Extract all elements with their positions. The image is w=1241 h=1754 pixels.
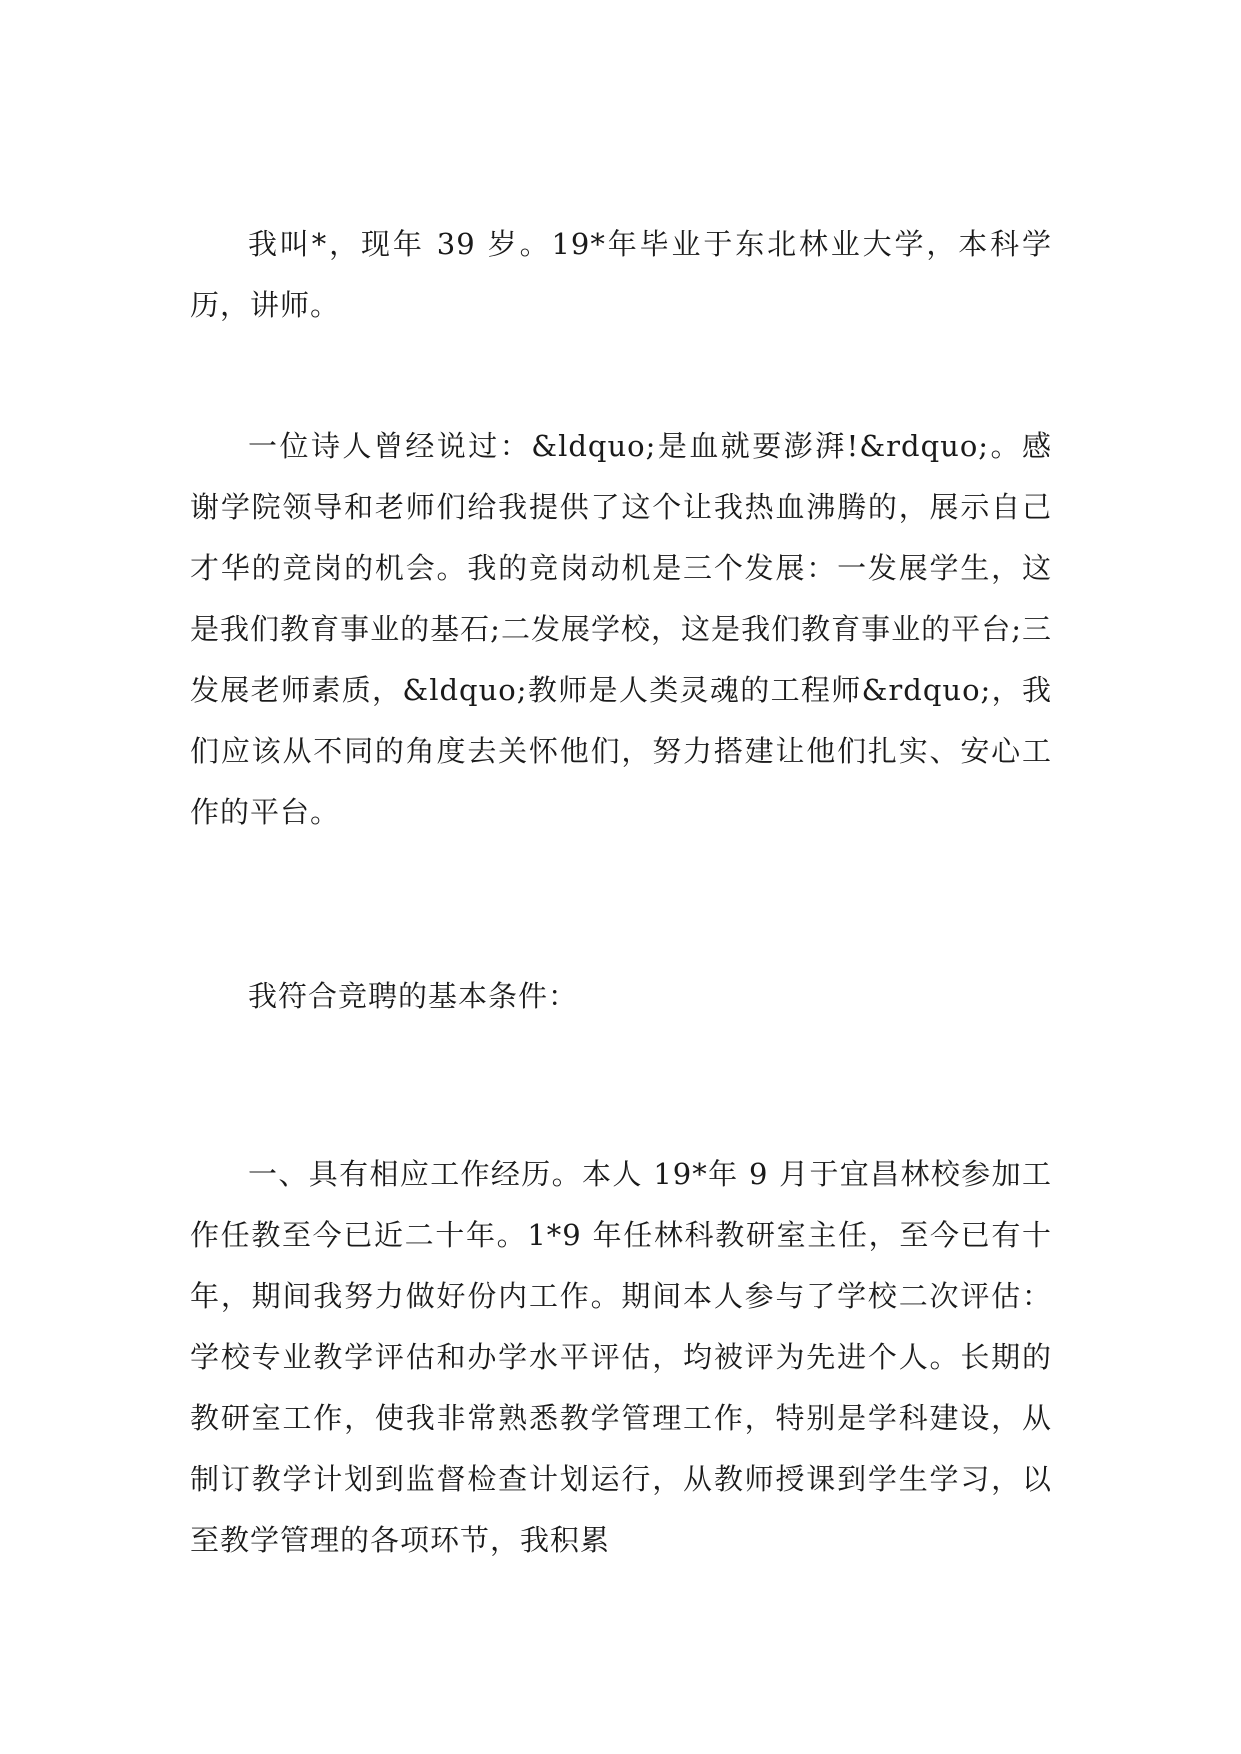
paragraph-motivation: 一位诗人曾经说过：&ldquo;是血就要澎湃!&rdquo;。感谢学院领导和老师们给我提供了这个让我热血沸腾的，展示自己才华的竞岗的机会。我的竞岗动机是三个发展：一发展学生，这是我们教育事业的基石;二发展学校，这是我们教育事业的平台;三发展老师素质，&ldquo;教师是人类灵魂的工程师&rdquo;，我们应该从不同的角度去关怀他们，努力搭建让他们扎实、安心工作的平台。 [190, 429, 1052, 829]
paragraph-work-experience: 一、具有相应工作经历。本人 19*年 9 月于宜昌林校参加工作任教至今已近二十年。1*9 年任林科教研室主任，至今已有十年，期间我努力做好份内工作。期间本人参与了学校二次评估：学校专业教学评估和办学水平评估，均被评为先进个人。长期的教研室工作，使我非常熟悉教学管理工作，特别是学科建设，从制订教学计划到监督检查计划运行，从教师授课到学生学习，以至教学管理的各项环节，我积累 [190, 1157, 1052, 1557]
paragraph-intro: 我叫*，现年 39 岁。19*年毕业于东北林业大学，本科学历，讲师。 [190, 227, 1052, 322]
paragraph-conditions-heading: 我符合竞聘的基本条件： [248, 979, 579, 1013]
